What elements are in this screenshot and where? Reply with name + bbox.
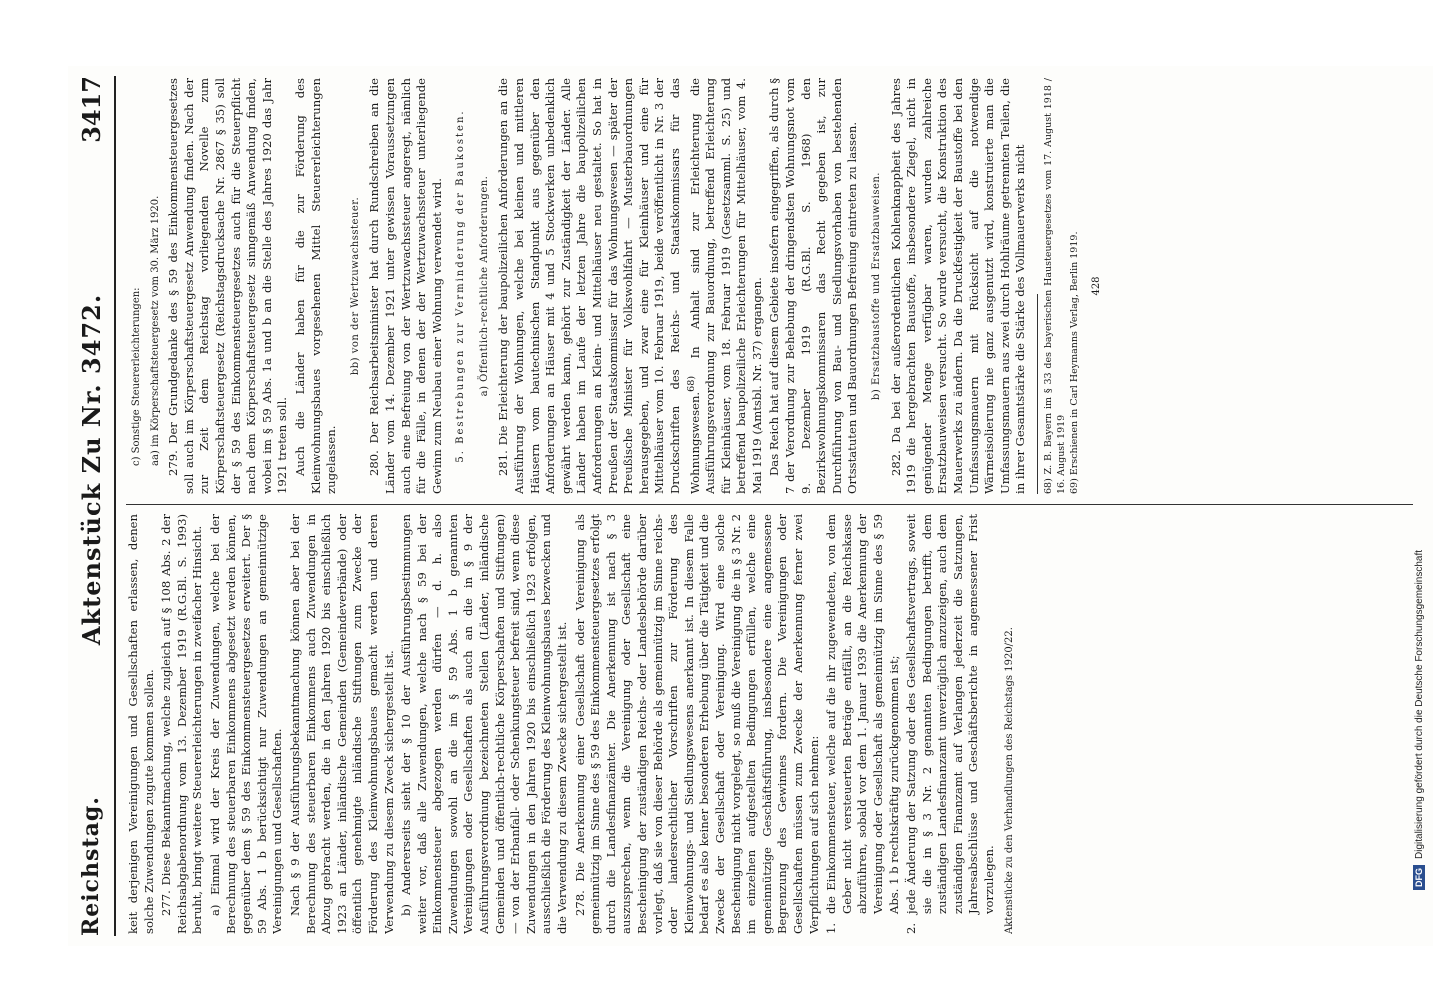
paragraph-b: b) Andererseits sieht der § 10 der Ausführungsbestimmungen weiter vor, daß alle Zuwendungen, welche nach § 59 bei der Einkommensteuer abgezogen werden dürfen — d. h. also Zuwendungen sowohl an die im § 59 Abs. 1 b genannten Vereinigungen oder Gesellschaften als auch an die in § 9 der Ausführungsverordnung bezeichneten Stellen (Länder, inländische Gemeinden und öffentlich-rechtliche Körperschaften und Stiftungen) — von der Erbanfall- oder Schenkungsteuer befreit sind, wenn diese Zuwendungen in den Jahren 1920 bis einschließlich 1923 erfolgen, ausschließlich die Förderung des Kleinwohnungsbaues bezwecken und die Verwendung zu diesem Zwecke sichergestellt ist.: [399, 514, 570, 934]
list-item-number: 2.: [904, 922, 919, 934]
footnote-rule: [1037, 294, 1038, 494]
paragraph-nach: Nach § 9 der Ausführungsbekanntmachung können aber bei der Berechnung des steuerbaren Einkommens auch Zuwendungen in Abzug gebracht werden, die in den Jahren 1920 bis einschließlich 1923 an Länder, inländische Gemeinden (Gemeindeverbände) oder öffentlich genehmigte inländische Stiftungen zum Zwecke der Förderung des Kleinwohnungsbaues gemacht werden und deren Verwendung zu diesem Zweck sichergestellt ist.: [287, 514, 396, 934]
dfg-text: Digitalisierung gefördert durch die Deutsche Forschungsgemeinschaft: [1413, 549, 1425, 859]
paragraph-280: 280. Der Reichsarbeitsminister hat durch Rundschreiben an die Länder vom 14. Dezember 1921 unter gewissen Voraussetzungen auch eine Befreiung von der Wertzuwachssteuer angeregt, nämlich für die Fälle, in denen der der Wertzuwachssteuer unterliegende Gewinn zum Neubau einer Wohnung verwendet wird.: [367, 78, 444, 494]
paragraph: Das Reich hat auf diesem Gebiete insofern eingegriffen, als durch § 7 der Verordnung zur Behebung der dringendsten Wohnungsnot vom 9. Dezember 1919 (R.G.Bl. S. 1968) den Bezirkswohnungskommissaren das Recht gegeben ist, zur Durchführung von Bau- und Siedlungsvorhaben von bestehenden Ortsstatuten und Bauordnungen Befreiung eintreten zu lassen.: [767, 78, 860, 494]
paragraph: keit derjenigen Vereinigungen und Gesellschaften erlassen, denen solche Zuwendungen zugute kommen sollen.: [126, 514, 156, 934]
paragraph-278: 278. Die Anerkennung einer Gesellschaft oder Vereinigung als gemeinnützig im Sinne des § 59 des Einkommensteuergesetzes erfolgt durch die Landesfinanzämter. Die Anerkennung ist nach § 3 auszusprechen, wenn die Vereinigung oder Gesellschaft eine Bescheinigung der zuständigen Reichs- oder Landesbehörde darüber vorlegt, daß sie von dieser Behörde als gemeinnützig im Sinne reichs- oder landesrechtlicher Vorschriften zur Förderung des Kleinwohnungs- und Siedlungswesens anerkannt ist. In diesem Falle bedarf es also keiner besonderen Erhebung über die Tätigkeit und die Zwecke der Gesellschaft oder Vereinigung. Wird eine solche Bescheinigung nicht vorgelegt, so muß die Vereinigung die in § 3 Nr. 2 im einzelnen aufgestellten Bedingungen erfüllen, welche eine gemeinnützige Geschäftsführung, insbesondere eine angemessene Begrenzung des Gewinnes fordern. Die Vereinigungen oder Gesellschaften müssen zum Zwecke der Anerkennung ferner zwei Verpflichtungen auf sich nehmen:: [572, 514, 821, 934]
section-heading: 5. Bestrebungen zur Verminderung der Baukosten.: [455, 109, 467, 463]
list-item-text: die Einkommensteuer, welche auf die ihr zugewendeten, von dem Geber nicht versteuerten Beträge entfällt, an die Reichskasse abzuführen, sobald vor dem 1. Januar 1939 die Anerkennung der Vereinigung oder Gesellschaft als gemeinnützig im Sinne des § 59 Abs. 1 b rechtskräftig zurückgenommen ist;: [824, 514, 901, 914]
subsection-heading: b) Ersatzbaustoffe und Ersatzbauweisen.: [870, 172, 882, 400]
subsection-heading: aa) im Körperschaftsteuergesetz vom 30. März 1920.: [149, 195, 161, 466]
footnote: 69) Erschienen in Carl Heymanns Verlag, Berlin 1919.: [1068, 231, 1080, 494]
paragraph-282: 282. Da bei der außerordentlichen Kohlenknappheit des Jahres 1919 die hergebrachten Baustoffe, insbesondere Ziegel, nicht in genügender Menge verfügbar waren, wurden zahlreiche Ersatzbauweisen versucht. So wurde versucht, die Konstruktion des Mauerwerks zu ändern. Da die Druckfestigkeit der Baustoffe bei den Umfassungsmauern mit Rücksicht auf die notwendige Wärmeisolierung nie ganz ausgenutzt wird, konstruierte man die Umfassungsmauern aus zwei durch Hohlräume getrennten Teilen, die in ihrer Gesamtstärke die Stärke des Vollmauerwerks nicht: [888, 78, 1028, 494]
paragraph-text: In Anhalt sind zur Erleichterung die Ausführungsverordnung zur Bauordnung, betreffend Erleichterung für Kleinhäuser, vom 18. Februar 1919 (Gesetzsamml. S. 25) und betreffend baupolizeiliche Erleichterungen für Mittelhäuser, vom 4. Mai 1919 (Amtsbl. Nr. 37) ergangen.: [687, 78, 764, 494]
header-title: Aktenstück Zu Nr. 3472.: [76, 293, 106, 646]
running-header: [68, 76, 116, 936]
section-heading: c) Sonstige Steuererleichterungen:: [131, 287, 142, 466]
paragraph-277: 277. Diese Bekanntmachung, welche zugleich auf § 108 Abs. 2 der Reichsabgabenordnung vom 13. Dezember 1919 (R.G.Bl. S. 1993) beruht, bringt weitere Steuererleichterungen in zweifacher Hinsicht.: [159, 514, 205, 934]
list-item-text: jede Änderung der Satzung oder des Gesellschaftsvertrags, soweit sie die in § 3 Nr. 2 genannten Bedingungen betrifft, dem zuständigen Landesfinanzamt unverzüglich anzuzeigen, auch dem zuständigen Finanzamt auf Verlangen jederzeit die Satzungen, Jahresabschlüsse und Geschäftsberichte in angemessener Frist vorzulegen.: [904, 514, 997, 914]
left-column: [126, 514, 1433, 934]
page-footer: Aktenstücke zu den Verhandlungen des Reichstags 1920/22.: [1003, 627, 1015, 934]
dfg-logo: DFG: [1413, 865, 1425, 890]
footnote: 68) Z. B. Bayern im § 33 des bayerischen Hausteuergesetzes vom 17. August 1918 / 16. August 1919: [1042, 78, 1067, 494]
page-content: [68, 66, 1433, 946]
paragraph-text: 281. Die Erleichterung der baupolizeilichen Anforderungen an die Ausführung der Wohnungen, welche bei kleinen und mittleren Häusern vom bautechnischen Standpunkt aus gegenüber den Anforderungen an Häuser mit 4 und 5 Stockwerken unbedenklich gewährt werden kann, gehört zur Zuständigkeit der Länder. Alle Länder haben im Laufe der letzten Jahre die baupolizeilichen Anforderungen an Klein- und Mittelhäuser neu gestaltet. So hat in Preußen der Staatskommissar für das Wohnungswesen — später der Preußische Minister für Volkswohlfahrt — Musterbauordnungen herausgegeben, und zwar eine für Kleinhäuser und eine für Mittelhäuser vom 10. Februar 1919, beide veröffentlicht in Nr. 3 der Druckschriften des Reichs- und Staatskommissars für das Wohnungswesen.: [496, 78, 702, 494]
list-item: [824, 514, 902, 934]
right-column: [126, 78, 1433, 494]
page-number: 3417: [76, 76, 106, 143]
dfg-watermark: [1410, 10, 1428, 890]
bottom-page-number: 428: [1090, 276, 1102, 296]
scanned-page: [8, 8, 1418, 992]
footnote-ref: 68): [685, 375, 697, 392]
subsection-heading: a) Öffentlich-rechtliche Anforderungen.: [478, 175, 490, 397]
subsection-heading: bb) von der Wertzuwachssteuer.: [349, 196, 361, 376]
paragraph-a: a) Einmal wird der Kreis der Zuwendungen, welche bei der Berechnung des steuerbaren Einkommens abgesetzt werden können, gegenüber dem § 59 des Einkommensteuergesetzes erweitert. Der § 59 Abs. 1 b berücksichtigt nur Zuwendungen an gemeinnützige Vereinigungen und Gesellschaften.: [207, 514, 285, 934]
paragraph-281: [496, 78, 765, 494]
rotated-page-area: [68, 66, 1433, 946]
list-item-number: 1.: [824, 922, 839, 934]
list-item: [904, 514, 998, 934]
header-left: Reichstag.: [78, 796, 104, 936]
paragraph: Auch die Länder haben für die zur Förderung des Kleinwohnungsbaues vorgesehenen Mittel Steuererleichterungen zugelassen.: [292, 78, 339, 494]
paragraph-279: 279. Der Grundgedanke des § 59 des Einkommensteuergesetzes soll auch im Körperschaftsteuergesetz Anwendung finden. Nach der zur Zeit dem Reichstag vorliegenden Novelle zum Körperschaftsteuergesetz (Reichstagsdrucksache Nr. 2867 § 35) soll der § 59 des Einkommensteuergesetzes auch für die Steuerpflicht nach dem Körperschaftsteuergesetz sinngemäß Anwendung finden, wobei im § 59 Abs. 1a und b an die Stelle des Jahres 1920 das Jahr 1921 treten soll.: [166, 78, 290, 494]
column-divider: [126, 504, 1413, 505]
